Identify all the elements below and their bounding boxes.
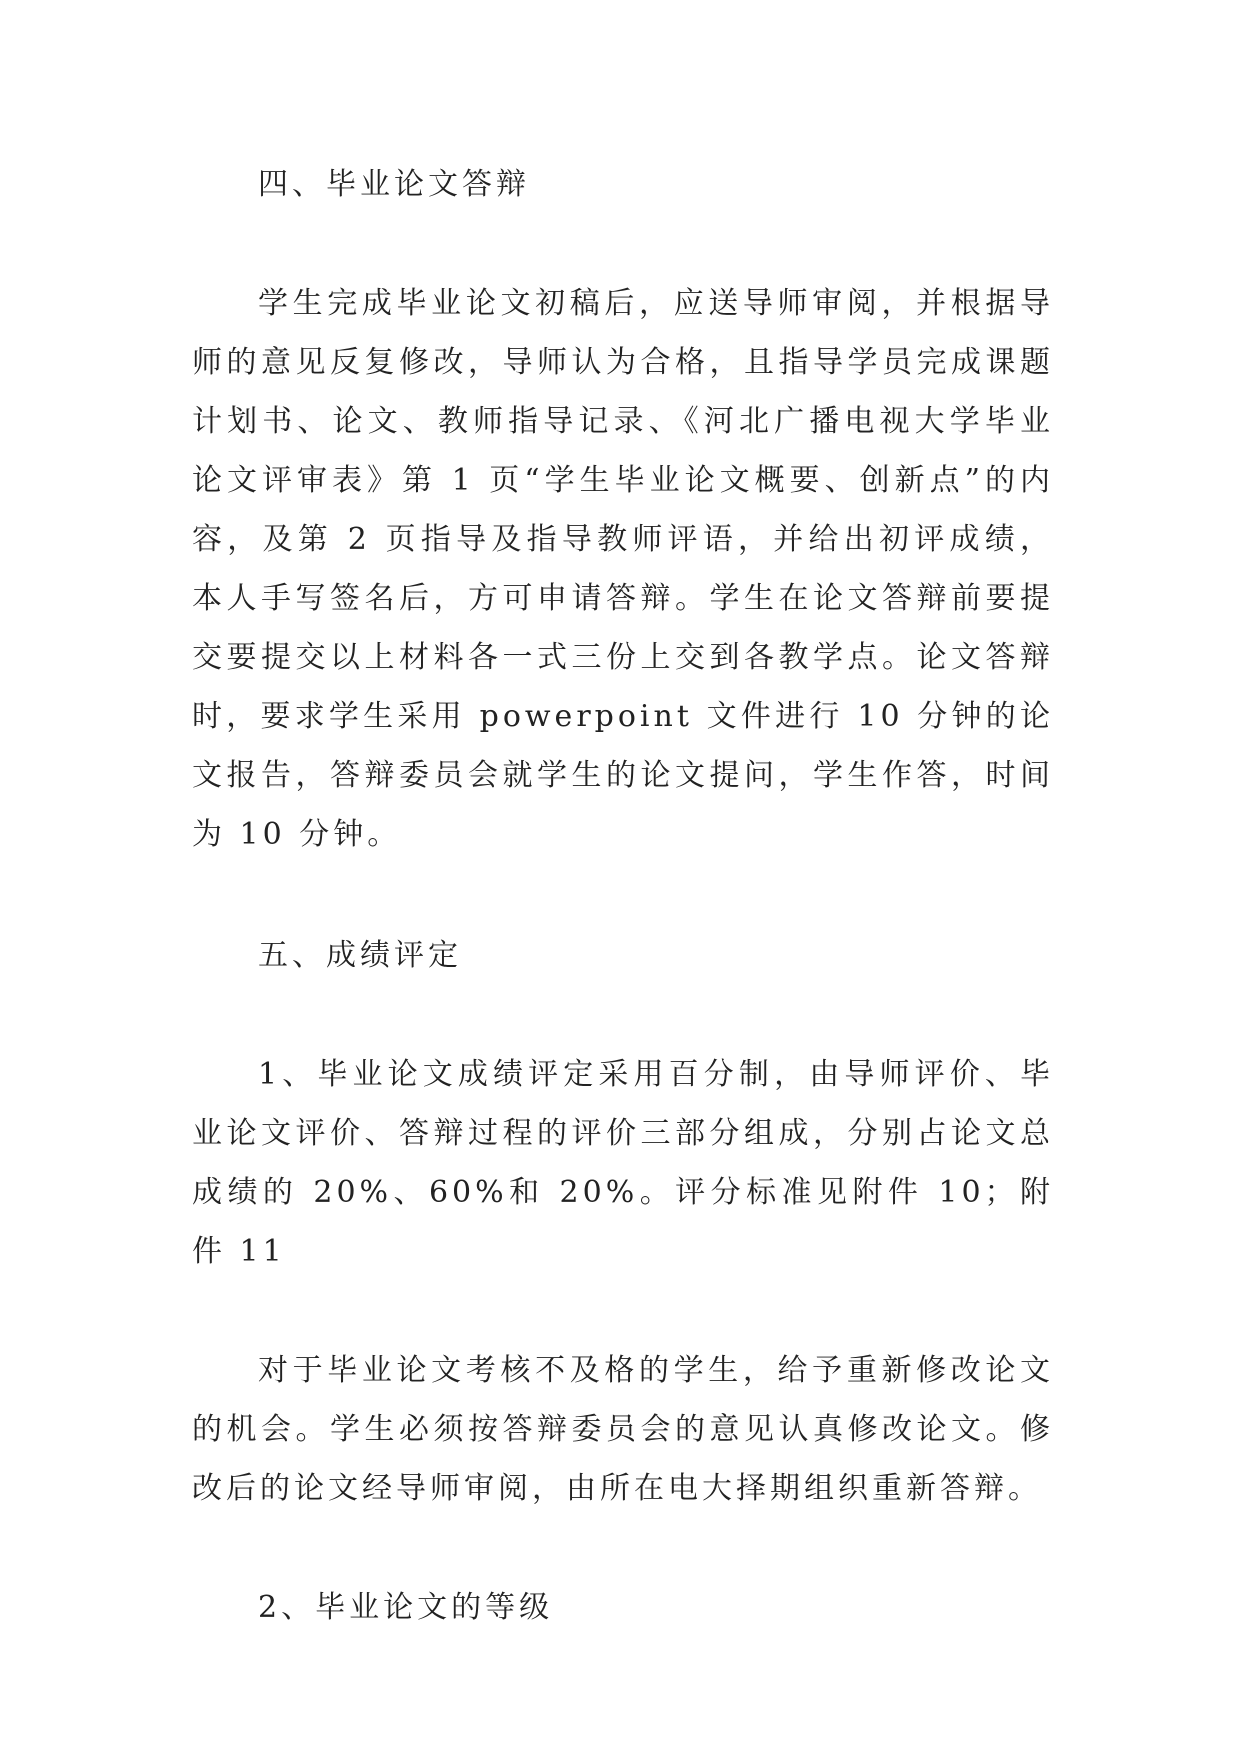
subheading-thesis-levels: 2、毕业论文的等级: [258, 1590, 554, 1625]
section-heading-defense: 四、毕业论文答辩: [258, 167, 530, 202]
paragraph-failed-thesis: 对于毕业论文考核不及格的学生，给予重新修改论文的机会。学生必须按答辩委员会的意见认真修改论文。修改后的论文经导师审阅，由所在电大择期组织重新答辩。: [192, 1353, 1054, 1506]
paragraph-grading-scheme: 1、毕业论文成绩评定采用百分制，由导师评价、毕业论文评价、答辩过程的评价三部分组成，分别占论文总成绩的 20%、60%和 20%。评分标准见附件 10；附件 11: [192, 1057, 1054, 1269]
section-heading-grading: 五、成绩评定: [258, 938, 462, 973]
document-body: [192, 155, 1054, 1637]
paragraph-defense-procedure: 学生完成毕业论文初稿后，应送导师审阅，并根据导师的意见反复修改，导师认为合格，且指导学员完成课题计划书、论文、教师指导记录、《河北广播电视大学毕业论文评审表》第 1 页“学生毕业论文概要、创新点”的内容，及第 2 页指导及指导教师评语，并给出初评成绩，本人手写签名后，方可申请答辩。学生在论文答辩前要提交要提交以上材料各一式三份上交到各教学点。论文答辩时，要求学生采用 powerpoint 文件进行 10 分钟的论文报告，答辩委员会就学生的论文提问，学生作答，时间为 10 分钟。: [192, 286, 1054, 852]
